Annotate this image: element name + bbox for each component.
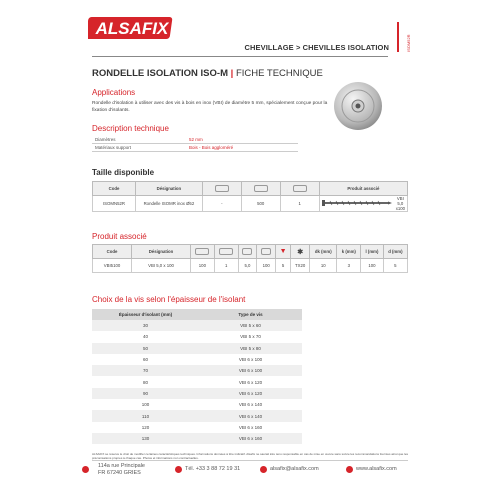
cell: 5	[383, 259, 407, 273]
footer-phone[interactable]	[185, 466, 265, 480]
cell: VBI 5 x 70	[240, 334, 261, 340]
cell: 100	[361, 259, 383, 273]
table-row	[92, 343, 302, 354]
alsafix-logo	[88, 14, 176, 42]
cell: TX20	[291, 259, 310, 273]
table-row	[92, 320, 302, 331]
cell: 1	[280, 196, 319, 212]
description-row	[92, 136, 298, 144]
col-diameter-icon	[238, 245, 257, 259]
col-head-icon	[276, 245, 291, 259]
description-label: Matériaux support	[92, 144, 186, 152]
choix-table	[92, 309, 302, 444]
footer-divider	[92, 460, 408, 461]
cell: VBI5100	[93, 259, 132, 273]
torx-drive-icon: ✱	[297, 248, 304, 256]
footer-address	[92, 463, 172, 477]
box-icon	[254, 185, 268, 192]
cell: 30	[92, 320, 199, 331]
table-row	[92, 422, 302, 433]
cell: 120	[141, 424, 150, 430]
cell: ISOMN52R	[93, 196, 136, 212]
address-line1: 114a rue Principale	[98, 463, 145, 469]
email-link[interactable]: alsafix@alsafix.com	[270, 466, 319, 472]
table-row	[92, 376, 302, 387]
cell: 100	[257, 259, 276, 273]
col-type-vis: Type de vis	[199, 309, 302, 320]
screw-image	[319, 196, 394, 212]
table-row	[92, 399, 302, 410]
table-row	[92, 388, 302, 399]
cell: VBI 6 x 160	[199, 433, 302, 444]
cell: 110	[92, 410, 199, 421]
table-row	[92, 433, 302, 444]
col-epaisseur: Épaisseur d'isolant (mm)	[92, 309, 199, 320]
cell: VBI 5,0 x 100	[132, 259, 191, 273]
cell: VBI 6 x 140	[199, 410, 302, 421]
cell: 60	[142, 357, 148, 363]
col-dk: dk (mm)	[310, 245, 337, 259]
unit-icon	[293, 185, 307, 192]
cell: VBI 6 x 100	[238, 357, 263, 363]
phone-number[interactable]: Tél. +33 3 88 72 19 31	[185, 466, 241, 472]
applications-heading: Applications	[92, 88, 136, 97]
page-title	[92, 68, 323, 79]
box-icon	[219, 248, 233, 255]
table-row	[92, 365, 302, 376]
footer-email[interactable]	[270, 466, 340, 480]
col-designation: Désignation	[135, 182, 202, 196]
svg-text:ALSAFIX: ALSAFIX	[95, 19, 169, 38]
choix-heading: Choix de la vis selon l'épaisseur de l'isolant	[92, 295, 246, 304]
applications-text: Rondelle d'isolation à utiliser avec des vis à bois en inox (VBI) de diamètre 5 mm, spécialement conçue pour la fixation d'isolants.	[92, 101, 328, 113]
produit-table	[92, 244, 408, 273]
table-row	[92, 354, 302, 365]
header-divider	[92, 56, 388, 57]
cell: VBI 5 x 60	[199, 320, 302, 331]
carton-icon	[195, 248, 209, 255]
cell: 100	[141, 402, 150, 408]
website-link[interactable]: www.alsafix.com	[356, 466, 397, 472]
col-length-icon	[257, 245, 276, 259]
col-l: l (mm)	[361, 245, 383, 259]
produit-heading: Produit associé	[92, 232, 147, 241]
cell: -	[202, 196, 241, 212]
cell: 100	[191, 259, 215, 273]
header-accent-bar	[397, 22, 399, 52]
description-table	[92, 136, 298, 152]
cell: 3	[337, 259, 361, 273]
footer-web[interactable]	[356, 466, 416, 480]
table-row	[93, 259, 408, 273]
address-line2: FR 67240 GRIES	[98, 470, 141, 476]
diameter-icon	[242, 248, 252, 255]
globe-icon	[346, 466, 353, 473]
head-icon: ▼	[279, 248, 287, 255]
disclaimer: ALSAFIX se réserve le droit de modifier certaines caractéristiques techniques. Informations données à titre indicatif. Alsafix ne saurait être tenu responsable en cas de mise en œuvre sans suivre les recommandations fournies ainsi que les préconisations propres à chaque cas. Photos et informations non contractuelles.	[92, 452, 408, 460]
cell: VBI 5 x 80	[199, 343, 302, 354]
cell: VBI 6 x 100	[199, 365, 302, 376]
cell: 5	[276, 259, 291, 273]
cell: 50	[92, 343, 199, 354]
col-packaging-icon	[202, 182, 241, 196]
cell: Rondelle ISOMR inox Ø52	[135, 196, 202, 212]
cell: 10	[310, 259, 337, 273]
cell: 80	[142, 379, 148, 385]
email-icon	[260, 466, 267, 473]
description-value: 52 mm	[186, 136, 298, 144]
col-d: d (mm)	[383, 245, 407, 259]
cell: VBI 5,0 x100	[394, 196, 408, 212]
description-value: Bois - Bois aggloméré	[186, 144, 298, 152]
col-k: k (mm)	[337, 245, 361, 259]
col-code: Code	[93, 182, 136, 196]
title-separator: |	[228, 68, 236, 79]
col-produit-associe: Produit associé	[319, 182, 407, 196]
cell: 1	[214, 259, 238, 273]
table-row	[92, 410, 302, 421]
location-icon	[82, 466, 89, 473]
cell: 130	[92, 433, 199, 444]
title-subtitle: FICHE TECHNIQUE	[235, 68, 323, 79]
cell: 70	[92, 365, 199, 376]
breadcrumb: CHEVILLAGE > CHEVILLES ISOLATION	[244, 43, 389, 52]
col-designation: Désignation	[132, 245, 191, 259]
description-row	[92, 144, 298, 152]
cell: VBI 6 x 160	[238, 424, 263, 430]
table-row	[92, 331, 302, 342]
table-row	[93, 196, 408, 212]
col-drive-icon	[291, 245, 310, 259]
cell: VBI 6 x 140	[238, 402, 263, 408]
carton-icon	[215, 185, 229, 192]
cell: VBI 6 x 120	[238, 379, 263, 385]
taille-heading: Taille disponible	[92, 168, 155, 177]
col-box-icon	[241, 182, 280, 196]
description-heading: Description technique	[92, 124, 169, 133]
col-box-icon	[214, 245, 238, 259]
phone-icon	[175, 466, 182, 473]
col-code: Code	[93, 245, 132, 259]
cell: 40	[142, 334, 148, 340]
col-carton-icon	[191, 245, 215, 259]
length-icon	[261, 248, 271, 255]
cell: 90	[92, 388, 199, 399]
taille-table	[92, 181, 408, 212]
cell: 5,0	[238, 259, 257, 273]
cell: 500	[241, 196, 280, 212]
col-unit-icon	[280, 182, 319, 196]
cell: VBI 6 x 120	[199, 388, 302, 399]
side-code: ISOM52R	[406, 34, 411, 52]
product-name: RONDELLE ISOLATION ISO-M	[92, 68, 228, 79]
description-label: Diamètres	[92, 136, 186, 144]
